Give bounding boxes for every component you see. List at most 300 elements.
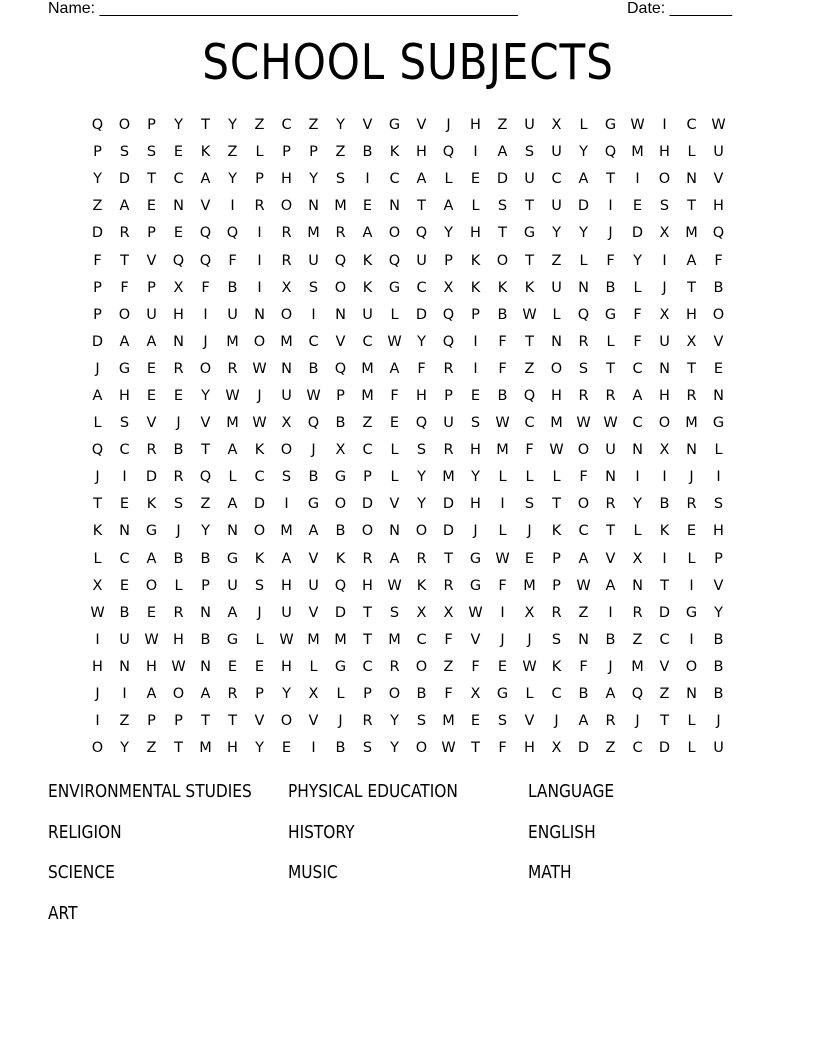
grid-letter: A	[200, 171, 211, 188]
grid-letter: Q	[712, 225, 725, 242]
grid-letter: R	[281, 252, 292, 269]
grid-letter: C	[308, 333, 319, 350]
grid-letter: N	[389, 198, 400, 215]
grid-letter: X	[335, 442, 346, 459]
grid-letter: P	[147, 279, 156, 296]
word-list-item: ENGLISH	[528, 822, 596, 843]
grid-letter: I	[365, 171, 370, 188]
grid-letter: G	[388, 279, 401, 296]
grid-letter: R	[443, 577, 454, 594]
grid-letter: B	[605, 279, 616, 296]
grid-letter: A	[389, 550, 400, 567]
grid-letter: U	[308, 577, 319, 594]
grid-letter: B	[713, 631, 724, 648]
grid-letter: N	[659, 360, 670, 377]
grid-letter: B	[713, 279, 724, 296]
grid-letter: S	[362, 740, 373, 757]
grid-letter: G	[604, 306, 617, 323]
grid-letter: U	[227, 306, 238, 323]
grid-letter: Y	[201, 387, 210, 404]
grid-letter: S	[146, 144, 157, 161]
grid-letter: P	[714, 550, 723, 567]
grid-row	[84, 139, 732, 166]
word-list-row	[48, 780, 768, 821]
grid-letter: K	[200, 144, 211, 161]
grid-letter: T	[201, 442, 210, 459]
grid-letter: E	[119, 577, 130, 594]
grid-letter: I	[473, 333, 478, 350]
grid-letter: R	[227, 686, 238, 703]
grid-letter: P	[444, 252, 453, 269]
grid-letter: F	[444, 631, 453, 648]
grid-letter: V	[308, 550, 319, 567]
grid-letter: F	[525, 442, 534, 459]
grid-letter: Z	[362, 415, 373, 432]
grid-letter: N	[119, 658, 130, 675]
grid-letter: U	[362, 306, 373, 323]
grid-letter: A	[605, 686, 616, 703]
grid-letter: N	[119, 523, 130, 540]
grid-letter: M	[550, 415, 563, 432]
name-field: Name: _______________________________________________	[48, 0, 518, 17]
grid-letter: P	[282, 144, 291, 161]
grid-letter: U	[713, 740, 724, 757]
grid-letter: M	[496, 442, 509, 459]
grid-letter: R	[281, 225, 292, 242]
grid-row	[84, 166, 732, 193]
grid-letter: I	[203, 306, 208, 323]
grid-letter: T	[525, 252, 534, 269]
grid-letter: N	[389, 523, 400, 540]
grid-letter: T	[660, 577, 669, 594]
grid-letter: R	[227, 360, 238, 377]
grid-letter: W	[387, 333, 402, 350]
grid-row	[84, 627, 732, 654]
grid-letter: O	[334, 279, 347, 296]
grid-letter: X	[416, 604, 427, 621]
grid-letter: E	[173, 144, 184, 161]
grid-letter: G	[226, 550, 239, 567]
grid-letter: J	[635, 713, 640, 730]
grid-letter: L	[633, 523, 642, 540]
grid-letter: F	[498, 740, 507, 757]
grid-letter: O	[253, 523, 266, 540]
grid-letter: M	[307, 225, 320, 242]
grid-letter: H	[470, 225, 481, 242]
grid-letter: T	[444, 550, 453, 567]
grid-letter: S	[281, 469, 292, 486]
grid-letter: X	[632, 550, 643, 567]
grid-letter: K	[659, 523, 670, 540]
grid-letter: L	[174, 577, 183, 594]
grid-letter: I	[662, 252, 667, 269]
grid-letter: R	[335, 225, 346, 242]
grid-letter: I	[689, 631, 694, 648]
word-list-item: MUSIC	[288, 863, 338, 883]
grid-letter: E	[227, 658, 238, 675]
grid-letter: S	[578, 360, 589, 377]
grid-letter: T	[525, 333, 534, 350]
grid-row	[84, 464, 732, 491]
grid-letter: A	[92, 387, 103, 404]
grid-letter: L	[579, 117, 588, 134]
grid-letter: D	[496, 171, 509, 188]
grid-letter: D	[118, 171, 131, 188]
grid-letter: H	[470, 496, 481, 513]
grid-letter: C	[551, 686, 562, 703]
grid-letter: X	[308, 686, 319, 703]
grid-row	[84, 275, 732, 302]
grid-letter: R	[173, 360, 184, 377]
grid-letter: R	[632, 604, 643, 621]
grid-letter: Z	[578, 604, 589, 621]
grid-letter: N	[605, 469, 616, 486]
grid-letter: U	[146, 306, 157, 323]
grid-letter: F	[498, 333, 507, 350]
grid-row	[84, 112, 732, 139]
grid-letter: K	[254, 550, 265, 567]
date-field: Date: _______	[627, 0, 732, 17]
grid-row	[84, 383, 732, 410]
grid-letter: L	[687, 144, 696, 161]
grid-letter: N	[308, 198, 319, 215]
word-list-item: MATH	[528, 863, 572, 883]
grid-letter: W	[522, 306, 537, 323]
word-list-item: SCIENCE	[48, 863, 115, 883]
grid-letter: W	[576, 415, 591, 432]
grid-letter: F	[633, 306, 642, 323]
grid-letter: M	[361, 360, 374, 377]
grid-letter: J	[338, 713, 343, 730]
grid-letter: J	[311, 442, 316, 459]
grid-letter: Q	[577, 306, 590, 323]
grid-letter: C	[173, 171, 184, 188]
grid-letter: D	[361, 496, 374, 513]
grid-letter: Z	[92, 198, 103, 215]
grid-letter: T	[93, 496, 102, 513]
grid-letter: T	[606, 171, 615, 188]
grid-letter: I	[311, 740, 316, 757]
grid-letter: W	[387, 577, 402, 594]
grid-letter: U	[713, 144, 724, 161]
grid-letter: T	[687, 279, 696, 296]
grid-letter: H	[281, 658, 292, 675]
grid-letter: N	[578, 279, 589, 296]
grid-letter: N	[551, 333, 562, 350]
grid-letter: Q	[523, 387, 536, 404]
grid-letter: N	[200, 658, 211, 675]
grid-letter: K	[416, 577, 427, 594]
grid-letter: I	[716, 469, 721, 486]
grid-letter: B	[416, 686, 427, 703]
grid-letter: U	[119, 631, 130, 648]
grid-letter: O	[118, 306, 131, 323]
grid-letter: A	[686, 252, 697, 269]
grid-letter: E	[173, 387, 184, 404]
grid-letter: E	[497, 658, 508, 675]
grid-letter: U	[524, 117, 535, 134]
grid-row	[84, 410, 732, 437]
grid-letter: V	[524, 713, 535, 730]
grid-letter: R	[605, 387, 616, 404]
grid-letter: L	[687, 550, 696, 567]
grid-letter: G	[496, 686, 509, 703]
grid-letter: D	[253, 496, 266, 513]
grid-letter: H	[119, 387, 130, 404]
grid-letter: E	[713, 360, 724, 377]
grid-letter: X	[470, 686, 481, 703]
grid-letter: W	[252, 360, 267, 377]
grid-letter: Q	[334, 360, 347, 377]
grid-letter: M	[361, 387, 374, 404]
grid-letter: G	[712, 415, 725, 432]
grid-letter: W	[495, 415, 510, 432]
grid-letter: M	[226, 333, 239, 350]
grid-letter: H	[416, 144, 427, 161]
grid-letter: S	[497, 198, 508, 215]
grid-letter: O	[280, 442, 293, 459]
grid-letter: R	[362, 550, 373, 567]
grid-letter: G	[334, 469, 347, 486]
grid-letter: H	[416, 387, 427, 404]
grid-letter: X	[551, 740, 562, 757]
grid-letter: T	[417, 198, 426, 215]
grid-letter: I	[257, 252, 262, 269]
grid-letter: G	[388, 117, 401, 134]
grid-letter: F	[228, 252, 237, 269]
grid-letter: M	[523, 577, 536, 594]
grid-letter: P	[93, 144, 102, 161]
grid-letter: Y	[417, 496, 426, 513]
grid-letter: C	[551, 171, 562, 188]
grid-letter: P	[552, 577, 561, 594]
grid-letter: N	[335, 306, 346, 323]
grid-letter: W	[144, 631, 159, 648]
grid-letter: L	[336, 686, 345, 703]
grid-letter: P	[147, 117, 156, 134]
grid-letter: V	[416, 117, 427, 134]
grid-letter: J	[554, 713, 559, 730]
grid-letter: Q	[199, 225, 212, 242]
grid-letter: R	[578, 387, 589, 404]
grid-letter: R	[551, 604, 562, 621]
grid-letter: C	[632, 740, 643, 757]
grid-row	[84, 356, 732, 383]
grid-row	[84, 302, 732, 329]
grid-letter: G	[685, 604, 698, 621]
grid-letter: S	[470, 415, 481, 432]
grid-letter: K	[146, 496, 157, 513]
grid-letter: Q	[199, 469, 212, 486]
grid-letter: C	[632, 415, 643, 432]
grid-letter: S	[389, 604, 400, 621]
grid-letter: P	[363, 469, 372, 486]
grid-letter: E	[389, 415, 400, 432]
grid-letter: Y	[282, 686, 291, 703]
grid-letter: H	[92, 658, 103, 675]
grid-letter: Z	[659, 686, 670, 703]
grid-letter: X	[551, 117, 562, 134]
grid-letter: F	[471, 658, 480, 675]
grid-letter: B	[335, 523, 346, 540]
grid-letter: T	[201, 713, 210, 730]
grid-letter: T	[660, 713, 669, 730]
grid-letter: F	[633, 333, 642, 350]
grid-letter: O	[388, 686, 401, 703]
grid-letter: V	[659, 658, 670, 675]
grid-letter: S	[308, 279, 319, 296]
grid-letter: A	[227, 604, 238, 621]
grid-letter: G	[523, 225, 536, 242]
grid-letter: L	[93, 415, 102, 432]
grid-letter: X	[686, 333, 697, 350]
grid-letter: Y	[390, 740, 399, 757]
grid-letter: B	[578, 686, 589, 703]
grid-letter: L	[606, 333, 615, 350]
grid-letter: E	[146, 198, 157, 215]
grid-letter: G	[469, 550, 482, 567]
grid-letter: C	[362, 333, 373, 350]
grid-letter: R	[443, 442, 454, 459]
grid-letter: S	[254, 577, 265, 594]
grid-letter: C	[524, 415, 535, 432]
grid-letter: O	[550, 360, 563, 377]
grid-letter: R	[605, 713, 616, 730]
grid-letter: Y	[120, 740, 129, 757]
grid-letter: N	[713, 387, 724, 404]
grid-letter: U	[281, 604, 292, 621]
grid-letter: U	[227, 577, 238, 594]
grid-letter: L	[444, 171, 453, 188]
grid-letter: T	[363, 604, 372, 621]
grid-row	[84, 681, 732, 708]
letter-grid	[84, 112, 732, 762]
grid-letter: B	[497, 387, 508, 404]
grid-letter: N	[632, 442, 643, 459]
grid-letter: J	[95, 469, 100, 486]
grid-letter: F	[93, 252, 102, 269]
grid-letter: V	[389, 496, 400, 513]
grid-letter: A	[578, 171, 589, 188]
grid-letter: T	[363, 631, 372, 648]
grid-letter: J	[203, 333, 208, 350]
grid-letter: W	[522, 658, 537, 675]
grid-letter: L	[255, 144, 264, 161]
grid-letter: F	[444, 686, 453, 703]
grid-letter: I	[500, 496, 505, 513]
grid-letter: K	[362, 279, 373, 296]
grid-letter: L	[498, 523, 507, 540]
grid-letter: X	[281, 415, 292, 432]
grid-letter: B	[173, 442, 184, 459]
grid-letter: H	[713, 523, 724, 540]
grid-letter: I	[473, 360, 478, 377]
grid-letter: O	[415, 740, 428, 757]
grid-letter: N	[578, 631, 589, 648]
grid-row	[84, 437, 732, 464]
grid-letter: W	[549, 442, 564, 459]
grid-letter: V	[713, 577, 724, 594]
grid-letter: Z	[497, 117, 508, 134]
grid-letter: M	[388, 631, 401, 648]
grid-letter: U	[308, 252, 319, 269]
word-list-item: ART	[48, 903, 78, 924]
grid-letter: O	[388, 225, 401, 242]
grid-letter: U	[659, 333, 670, 350]
grid-letter: O	[685, 658, 698, 675]
grid-letter: N	[686, 442, 697, 459]
grid-letter: R	[146, 442, 157, 459]
grid-row	[84, 247, 732, 274]
grid-letter: B	[200, 631, 211, 648]
grid-letter: X	[659, 442, 670, 459]
grid-letter: W	[225, 387, 240, 404]
grid-letter: I	[230, 198, 235, 215]
grid-letter: O	[658, 171, 671, 188]
grid-letter: E	[524, 550, 535, 567]
grid-letter: H	[659, 144, 670, 161]
grid-letter: U	[524, 171, 535, 188]
grid-letter: U	[416, 252, 427, 269]
grid-letter: Q	[415, 415, 428, 432]
grid-letter: B	[605, 631, 616, 648]
grid-letter: U	[605, 442, 616, 459]
grid-letter: S	[119, 415, 130, 432]
grid-letter: T	[687, 360, 696, 377]
grid-letter: E	[119, 496, 130, 513]
grid-letter: B	[173, 550, 184, 567]
grid-letter: H	[173, 306, 184, 323]
grid-letter: Q	[415, 225, 428, 242]
grid-letter: Q	[199, 252, 212, 269]
grid-letter: Q	[442, 306, 455, 323]
grid-letter: Q	[604, 144, 617, 161]
grid-letter: E	[173, 225, 184, 242]
grid-letter: B	[308, 360, 319, 377]
grid-letter: Y	[228, 171, 237, 188]
grid-letter: D	[577, 198, 590, 215]
grid-letter: K	[551, 523, 562, 540]
grid-letter: I	[95, 713, 100, 730]
grid-letter: D	[145, 469, 158, 486]
grid-letter: I	[500, 604, 505, 621]
grid-letter: C	[254, 469, 265, 486]
grid-letter: Y	[417, 333, 426, 350]
grid-letter: J	[716, 713, 721, 730]
grid-letter: V	[713, 171, 724, 188]
grid-letter: G	[118, 360, 131, 377]
grid-letter: D	[442, 496, 455, 513]
grid-letter: L	[552, 469, 561, 486]
grid-letter: J	[608, 225, 613, 242]
grid-letter: C	[362, 658, 373, 675]
grid-letter: L	[390, 469, 399, 486]
grid-letter: J	[257, 387, 262, 404]
grid-letter: V	[308, 604, 319, 621]
grid-letter: V	[470, 631, 481, 648]
grid-letter: S	[659, 198, 670, 215]
grid-letter: G	[307, 496, 320, 513]
grid-letter: R	[605, 496, 616, 513]
grid-letter: H	[173, 631, 184, 648]
grid-letter: C	[119, 550, 130, 567]
grid-letter: V	[200, 198, 211, 215]
grid-letter: B	[308, 469, 319, 486]
grid-letter: J	[662, 279, 667, 296]
grid-letter: P	[336, 387, 345, 404]
grid-letter: C	[578, 523, 589, 540]
grid-letter: P	[363, 686, 372, 703]
